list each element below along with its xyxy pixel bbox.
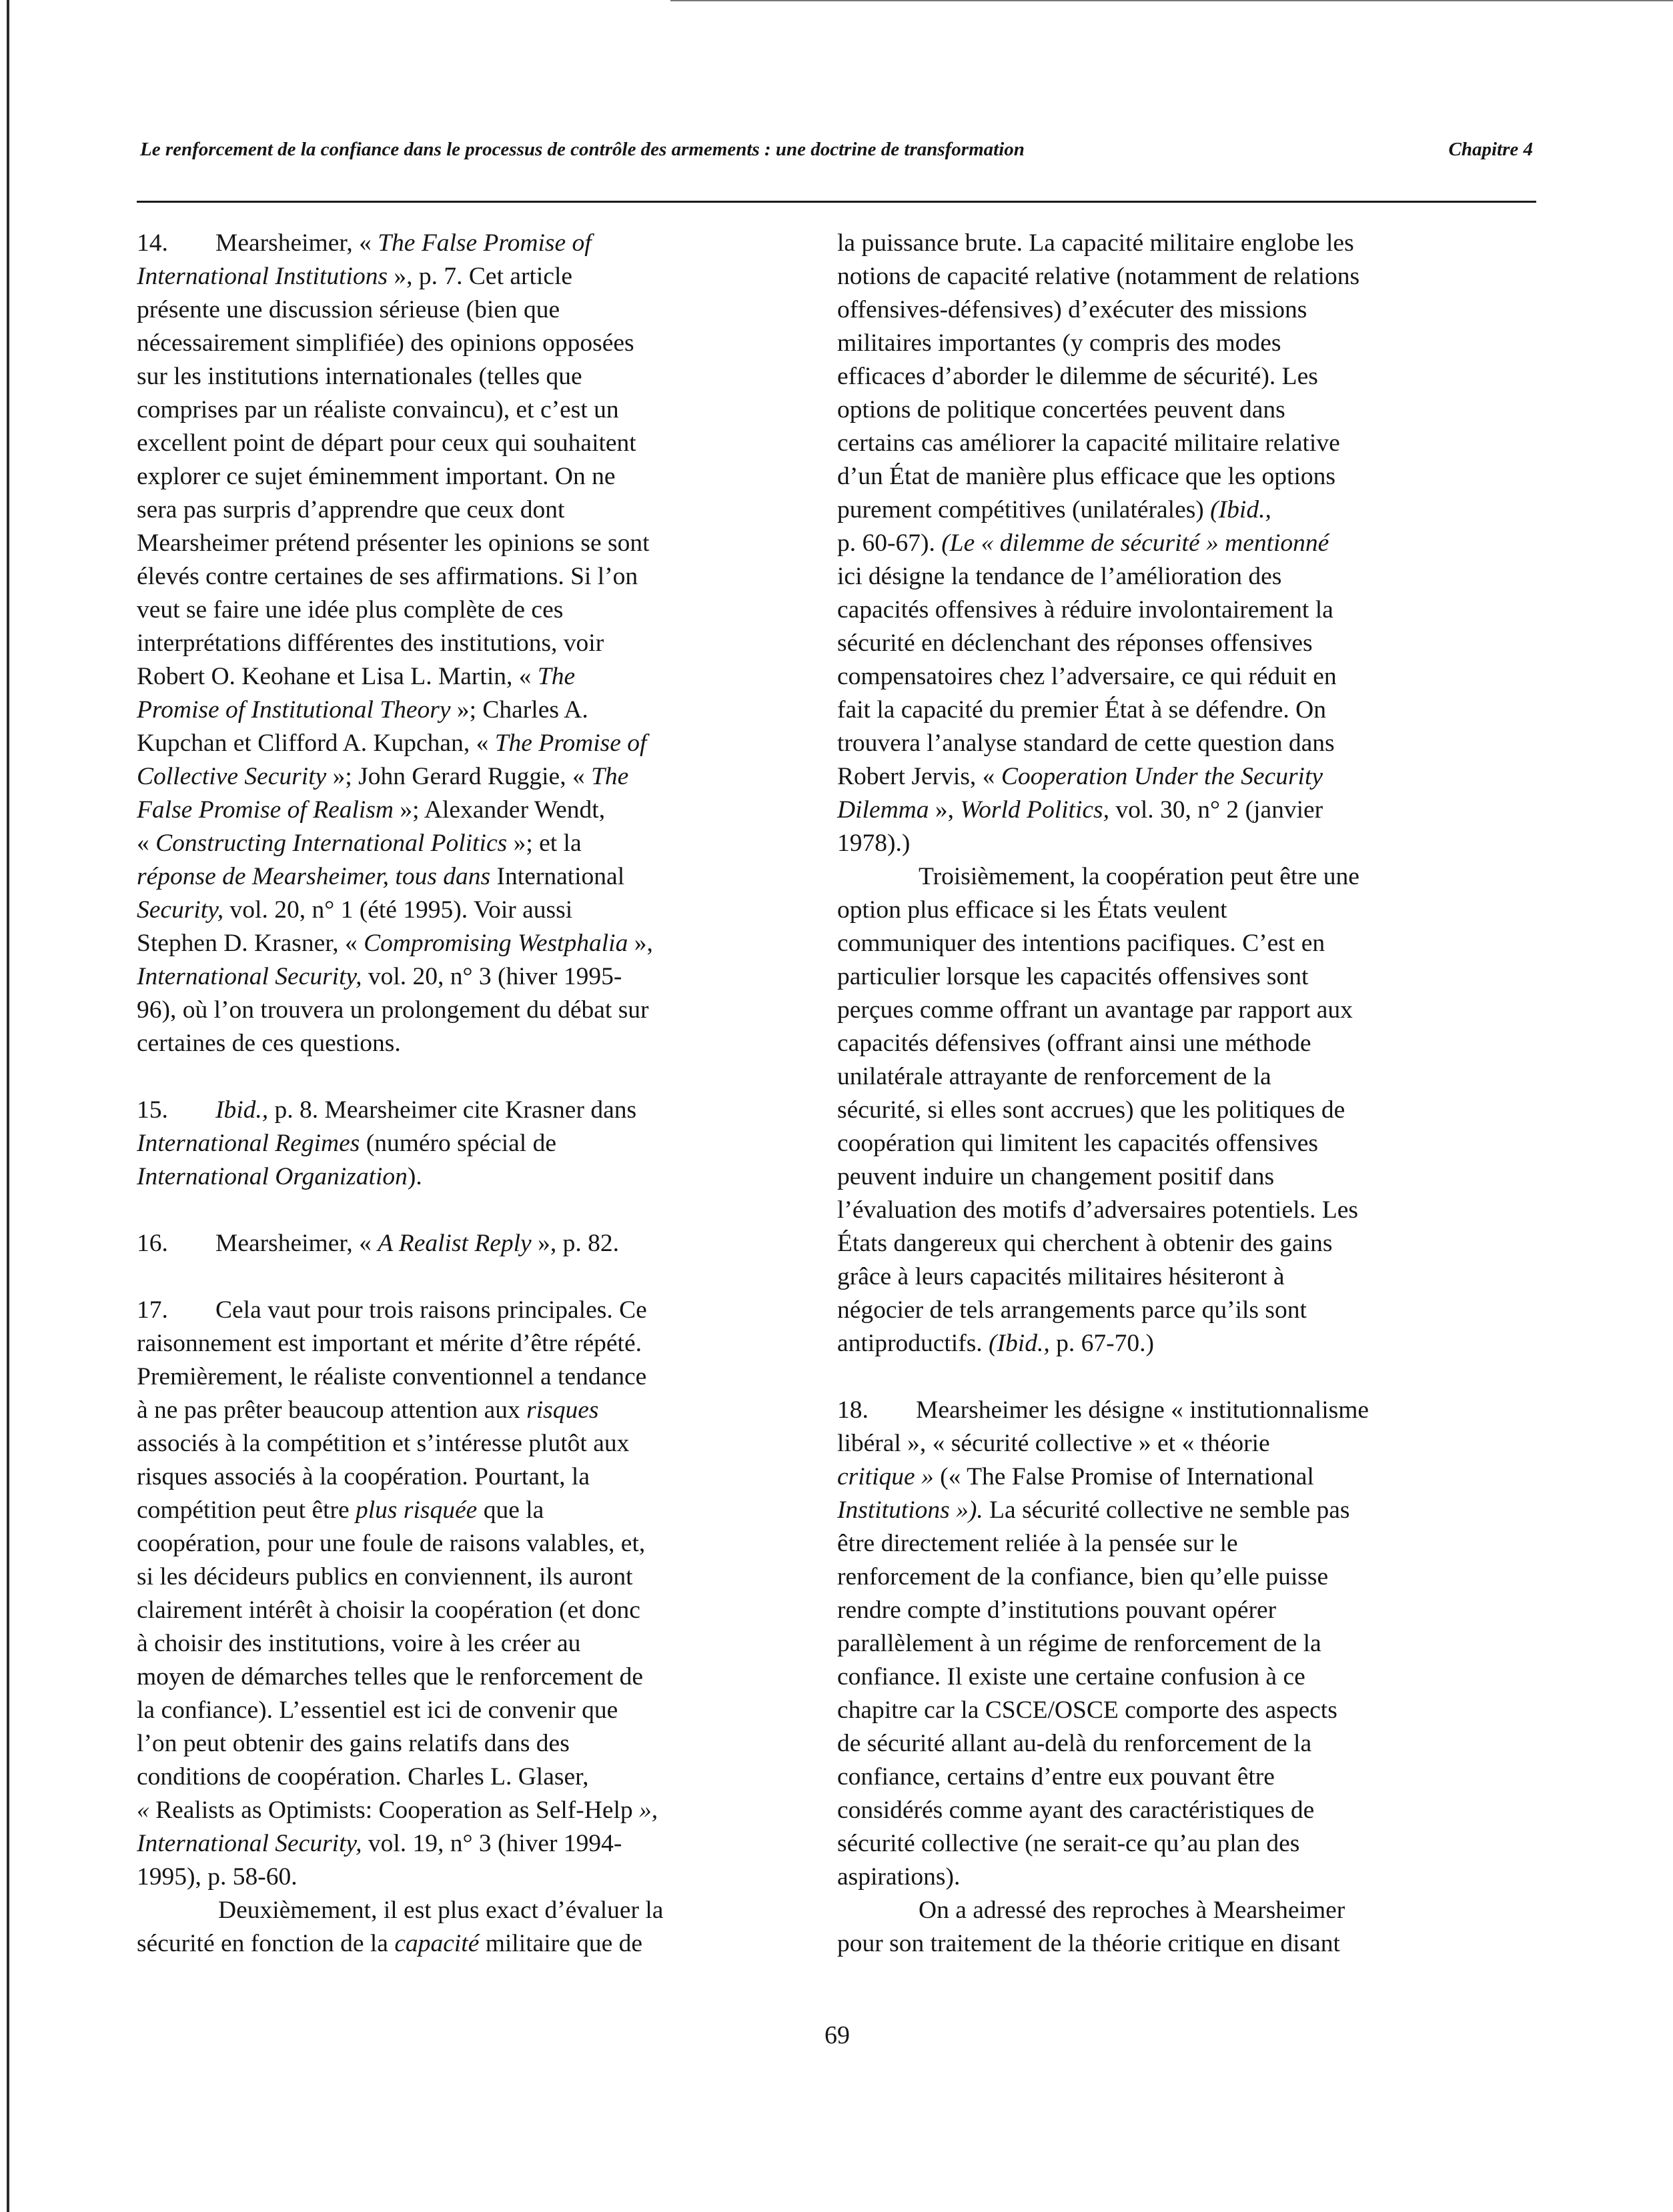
- note-number: 17.: [137, 1296, 168, 1324]
- left-line: [137, 994, 737, 1027]
- text-segment: la puissance brute. La capacité militaire englobe les: [837, 229, 1354, 257]
- scan-edge-line: [7, 0, 9, 2212]
- text-segment: fait la capacité du premier État à se défendre. On: [837, 696, 1326, 724]
- italic-text: Security,: [137, 896, 224, 924]
- left-line: [137, 360, 737, 393]
- right-line: [837, 860, 1451, 894]
- text-segment: clairement intérêt à choisir la coopération (et donc: [137, 1596, 640, 1624]
- text-segment: conditions de coopération. Charles L. Glaser,: [137, 1763, 589, 1791]
- left-column: [137, 227, 737, 1961]
- text-segment: La sécurité collective ne semble pas: [983, 1496, 1350, 1524]
- right-line: [837, 1327, 1451, 1360]
- text-segment: Cela vaut pour trois raisons principales. Ce: [215, 1296, 647, 1324]
- text-segment: notions de capacité relative (notamment de relations: [837, 263, 1360, 290]
- text-segment: trouvera l’analyse standard de cette question dans: [837, 730, 1335, 757]
- text-segment: vol. 19, n° 3 (hiver 1994-: [362, 1830, 622, 1857]
- italic-text: International Regimes: [137, 1130, 360, 1157]
- text-segment: »; et la: [507, 830, 582, 857]
- italic-text: Ibid.,: [215, 1096, 269, 1124]
- text-segment: veut se faire une idée plus complète de ces: [137, 596, 564, 624]
- text-segment: que la: [477, 1496, 544, 1524]
- right-line: [837, 1460, 1451, 1494]
- text-segment: p. 60-67).: [837, 529, 935, 557]
- note-number: 15.: [137, 1096, 168, 1124]
- right-line: [837, 994, 1451, 1027]
- text-segment: unilatérale attrayante de renforcement de la: [837, 1063, 1271, 1090]
- left-line: [137, 1427, 737, 1460]
- italic-text: Cooperation Under the Security: [1001, 763, 1323, 790]
- italic-text: Collective Security: [137, 763, 327, 790]
- text-segment: libéral », « sécurité collective » et « théorie: [837, 1430, 1270, 1457]
- left-line: [137, 1861, 737, 1894]
- right-line: [837, 1827, 1451, 1861]
- text-segment: militaire que de: [479, 1930, 643, 1957]
- text-segment: Premièrement, le réaliste conventionnel a tendance: [137, 1363, 647, 1390]
- italic-text: Promise of Institutional Theory: [137, 696, 451, 724]
- left-line: [137, 1360, 737, 1394]
- text-segment: interprétations différentes des institutions, voir: [137, 630, 604, 657]
- text-segment: », p. 82.: [531, 1230, 619, 1257]
- right-line: [837, 760, 1451, 794]
- text-segment: sécurité, si elles sont accrues) que les politiques de: [837, 1096, 1345, 1124]
- right-column: [837, 227, 1451, 1961]
- right-line: [837, 1160, 1451, 1194]
- right-line: [837, 694, 1451, 727]
- text-segment: ici désigne la tendance de l’amélioration des: [837, 563, 1282, 590]
- italic-text: »,: [632, 1797, 658, 1824]
- left-line: [137, 1094, 737, 1127]
- right-line: [837, 1427, 1451, 1460]
- right-line: [837, 827, 1451, 860]
- text-segment: p. 8. Mearsheimer cite Krasner dans: [268, 1096, 637, 1124]
- text-segment: de sécurité allant au-delà du renforcement de la: [837, 1730, 1312, 1757]
- chapter-label: Chapitre 4: [1448, 139, 1533, 160]
- left-line: [137, 560, 737, 594]
- text-segment: raisonnement est important et mérite d’être répété.: [137, 1330, 642, 1357]
- text-segment: coopération qui limitent les capacités offensives: [837, 1130, 1318, 1157]
- left-line: [137, 460, 737, 493]
- left-line: [137, 1661, 737, 1694]
- text-segment: particulier lorsque les capacités offensives sont: [837, 963, 1309, 990]
- italic-text: critique »: [837, 1463, 941, 1490]
- right-line: [837, 1260, 1451, 1294]
- left-line: [137, 1294, 737, 1327]
- scan-top-line: [670, 0, 1673, 1]
- text-segment: coopération, pour une foule de raisons valables, et,: [137, 1530, 646, 1557]
- left-line: [137, 1694, 737, 1727]
- text-segment: risques associés à la coopération. Pourtant, la: [137, 1463, 590, 1490]
- text-segment: International: [496, 863, 625, 890]
- note-number: 18.: [837, 1396, 869, 1424]
- left-line: [137, 660, 737, 694]
- left-line: [137, 1560, 737, 1594]
- text-segment: perçues comme offrant un avantage par rapport aux: [837, 996, 1353, 1024]
- text-segment: capacités défensives (offrant ainsi une méthode: [837, 1030, 1311, 1057]
- left-line: [137, 860, 737, 894]
- text-segment: «: [137, 830, 156, 857]
- italic-text: Institutions »).: [837, 1496, 983, 1524]
- right-line: [837, 1127, 1451, 1160]
- text-segment: sécurité en déclenchant des réponses offensives: [837, 630, 1313, 657]
- text-segment: à ne pas prêter beaucoup attention aux: [137, 1396, 527, 1424]
- left-line: [137, 227, 737, 260]
- right-line: [837, 1661, 1451, 1694]
- left-line: [137, 960, 737, 994]
- left-line: [137, 427, 737, 460]
- italic-text: A Realist Reply: [378, 1230, 532, 1257]
- text-segment: sur les institutions internationales (telles que: [137, 363, 582, 390]
- italic-text: World Politics,: [960, 796, 1109, 824]
- text-segment: vol. 30, n° 2 (janvier: [1109, 796, 1323, 824]
- right-line: [837, 1360, 1451, 1394]
- note-number: 16.: [137, 1230, 168, 1257]
- left-line: [137, 694, 737, 727]
- text-segment: l’évaluation des motifs d’adversaires potentiels. Les: [837, 1196, 1359, 1224]
- text-segment: confiance, certains d’entre eux pouvant être: [837, 1763, 1275, 1791]
- left-line: [137, 894, 737, 927]
- text-segment: Realists as Optimists: Cooperation as Self-Help: [155, 1797, 633, 1824]
- italic-text: (Le « dilemme de sécurité » mentionné: [935, 529, 1329, 557]
- left-line: [137, 1594, 737, 1627]
- text-segment: ).: [407, 1163, 422, 1190]
- left-line: [137, 1494, 737, 1527]
- text-segment: Mearsheimer, «: [215, 1230, 378, 1257]
- italic-text: plus risquée: [356, 1496, 478, 1524]
- right-line: [837, 1594, 1451, 1627]
- text-segment: purement compétitives (unilatérales): [837, 496, 1211, 523]
- text-segment: antiproductifs.: [837, 1330, 989, 1357]
- italic-text: capacité: [394, 1930, 480, 1957]
- right-line: [837, 927, 1451, 960]
- text-segment: »; Charles A.: [450, 696, 588, 724]
- left-line: [137, 794, 737, 827]
- text-segment: certaines de ces questions.: [137, 1030, 401, 1057]
- text-segment: peuvent induire un changement positif dans: [837, 1163, 1275, 1190]
- left-line: [137, 1394, 737, 1427]
- text-segment: à choisir des institutions, voire à les créer au: [137, 1630, 581, 1657]
- right-line: [837, 1394, 1451, 1427]
- text-segment: d’un État de manière plus efficace que les options: [837, 463, 1335, 490]
- right-line: [837, 1894, 1451, 1927]
- text-segment: comprises par un réaliste convaincu), et c’est un: [137, 396, 619, 423]
- right-line: [837, 1560, 1451, 1594]
- text-segment: offensives-défensives) d’exécuter des missions: [837, 296, 1307, 323]
- text-segment: »; John Gerard Ruggie, «: [326, 763, 592, 790]
- right-line: [837, 527, 1451, 560]
- right-line: [837, 460, 1451, 493]
- text-segment: vol. 20, n° 1 (été 1995). Voir aussi: [223, 896, 573, 924]
- text-segment: 1995), p. 58-60.: [137, 1863, 298, 1891]
- italic-text: Dilemma: [837, 796, 929, 824]
- text-segment: associés à la compétition et s’intéresse plutôt aux: [137, 1430, 630, 1457]
- left-line: [137, 1060, 737, 1094]
- italic-text: The: [591, 763, 629, 790]
- text-segment: grâce à leurs capacités militaires hésiteront à: [837, 1263, 1285, 1290]
- page-number: 69: [824, 2021, 850, 2049]
- left-line: [137, 827, 737, 860]
- italic-text: International Security,: [137, 1830, 362, 1857]
- left-line: [137, 327, 737, 360]
- text-segment: On a adressé des reproches à Mearsheimer: [919, 1897, 1345, 1924]
- right-line: [837, 1494, 1451, 1527]
- text-segment: Kupchan et Clifford A. Kupchan, «: [137, 730, 495, 757]
- note-number: 14.: [137, 229, 168, 257]
- text-segment: compétition peut être: [137, 1496, 356, 1524]
- text-segment: vol. 20, n° 3 (hiver 1995-: [362, 963, 622, 990]
- right-line: [837, 493, 1451, 527]
- text-segment: Robert Jervis, «: [837, 763, 1001, 790]
- text-segment: si les décideurs publics en conviennent, ils auront: [137, 1563, 633, 1590]
- text-segment: États dangereux qui cherchent à obtenir des gains: [837, 1230, 1333, 1257]
- text-segment: Mearsheimer les désigne « institutionnalisme: [916, 1396, 1369, 1424]
- text-segment: (numéro spécial de: [360, 1130, 556, 1157]
- left-line: [137, 1627, 737, 1661]
- right-line: [837, 727, 1451, 760]
- left-line: [137, 1927, 737, 1961]
- right-line: [837, 1194, 1451, 1227]
- text-segment: 1978).): [837, 830, 911, 857]
- left-line: [137, 260, 737, 293]
- running-header: [140, 139, 1533, 168]
- left-line: [137, 1527, 737, 1560]
- text-segment: pour son traitement de la théorie critique en disant: [837, 1930, 1340, 1957]
- text-segment: élevés contre certaines de ses affirmations. Si l’on: [137, 563, 638, 590]
- right-line: [837, 1627, 1451, 1661]
- left-line: [137, 393, 737, 427]
- right-line: [837, 1794, 1451, 1827]
- header-rule: [137, 201, 1536, 203]
- text-segment: confiance. Il existe une certaine confusion à ce: [837, 1663, 1305, 1691]
- left-line: [137, 760, 737, 794]
- text-segment: 96), où l’on trouvera un prolongement du débat sur: [137, 996, 649, 1024]
- left-line: [137, 1327, 737, 1360]
- right-line: [837, 1227, 1451, 1260]
- left-line: [137, 1727, 737, 1761]
- left-line: [137, 493, 737, 527]
- italic-text: The: [537, 663, 576, 690]
- text-segment: Mearsheimer prétend présenter les opinions se sont: [137, 529, 650, 557]
- text-segment: aspirations).: [837, 1863, 961, 1891]
- right-line: [837, 393, 1451, 427]
- text-segment: p. 67-70.): [1049, 1330, 1154, 1357]
- text-segment: considérés comme ayant des caractéristiques de: [837, 1797, 1315, 1824]
- text-segment: »,: [628, 930, 653, 957]
- text-segment: (« The False Promise of International: [940, 1463, 1314, 1490]
- text-segment: l’on peut obtenir des gains relatifs dans des: [137, 1730, 570, 1757]
- right-line: [837, 560, 1451, 594]
- right-line: [837, 660, 1451, 694]
- left-line: [137, 927, 737, 960]
- left-line: [137, 1127, 737, 1160]
- right-line: [837, 1094, 1451, 1127]
- text-segment: moyen de démarches telles que le renforcement de: [137, 1663, 644, 1691]
- text-segment: excellent point de départ pour ceux qui souhaitent: [137, 429, 636, 457]
- right-line: [837, 794, 1451, 827]
- italic-text: International Organization: [137, 1163, 408, 1190]
- italic-text: réponse de Mearsheimer, tous dans: [137, 863, 497, 890]
- text-segment: présente une discussion sérieuse (bien que: [137, 296, 560, 323]
- text-segment: », p. 7. Cet article: [388, 263, 573, 290]
- right-line: [837, 1060, 1451, 1094]
- text-segment: »,: [929, 796, 961, 824]
- right-line: [837, 260, 1451, 293]
- text-segment: renforcement de la confiance, bien qu’elle puisse: [837, 1563, 1329, 1590]
- text-segment: options de politique concertées peuvent dans: [837, 396, 1285, 423]
- left-line: [137, 1460, 737, 1494]
- italic-text: (Ibid.,: [1210, 496, 1271, 523]
- right-line: [837, 1727, 1451, 1761]
- text-segment: Deuxièmement, il est plus exact d’évaluer la: [218, 1897, 664, 1924]
- text-segment: être directement reliée à la pensée sur le: [837, 1530, 1238, 1557]
- text-segment: nécessairement simplifiée) des opinions opposées: [137, 329, 634, 357]
- italic-text: The False Promise of: [378, 229, 592, 257]
- left-line: [137, 627, 737, 660]
- text-segment: Mearsheimer, «: [215, 229, 378, 257]
- right-line: [837, 360, 1451, 393]
- left-line: [137, 727, 737, 760]
- right-line: [837, 1694, 1451, 1727]
- text-segment: parallèlement à un régime de renforcement de la: [837, 1630, 1321, 1657]
- text-segment: Troisièmement, la coopération peut être une: [919, 863, 1359, 890]
- right-line: [837, 1861, 1451, 1894]
- text-segment: militaires importantes (y compris des modes: [837, 329, 1281, 357]
- left-line: [137, 1160, 737, 1194]
- left-line: [137, 1260, 737, 1294]
- left-line: [137, 1794, 737, 1827]
- text-segment: compensatoires chez l’adversaire, ce qui réduit en: [837, 663, 1337, 690]
- italic-text: The Promise of: [494, 730, 647, 757]
- italic-text: False Promise of Realism: [137, 796, 394, 824]
- left-line: [137, 1761, 737, 1794]
- right-line: [837, 427, 1451, 460]
- right-line: [837, 293, 1451, 327]
- text-segment: option plus efficace si les États veulent: [837, 896, 1227, 924]
- italic-text: risques: [526, 1396, 599, 1424]
- left-line: [137, 527, 737, 560]
- text-segment: »; Alexander Wendt,: [394, 796, 606, 824]
- text-segment: capacités offensives à réduire involontairement la: [837, 596, 1333, 624]
- text-segment: certains cas améliorer la capacité militaire relative: [837, 429, 1340, 457]
- text-segment: négocier de tels arrangements parce qu’ils sont: [837, 1296, 1307, 1324]
- right-line: [837, 1294, 1451, 1327]
- right-line: [837, 894, 1451, 927]
- italic-text: «: [137, 1797, 156, 1824]
- right-line: [837, 594, 1451, 627]
- italic-text: International Security,: [137, 963, 362, 990]
- right-line: [837, 627, 1451, 660]
- right-line: [837, 1527, 1451, 1560]
- right-line: [837, 1927, 1451, 1961]
- text-segment: sécurité en fonction de la: [137, 1930, 395, 1957]
- text-segment: efficaces d’aborder le dilemme de sécurité). Les: [837, 363, 1318, 390]
- left-line: [137, 1027, 737, 1060]
- text-segment: sécurité collective (ne serait-ce qu’au plan des: [837, 1830, 1300, 1857]
- italic-text: Compromising Westphalia: [364, 930, 628, 957]
- italic-text: (Ibid.,: [989, 1330, 1050, 1357]
- right-line: [837, 227, 1451, 260]
- right-line: [837, 1761, 1451, 1794]
- text-segment: explorer ce sujet éminemment important. On ne: [137, 463, 616, 490]
- right-line: [837, 327, 1451, 360]
- italic-text: Constructing International Politics: [155, 830, 508, 857]
- text-segment: communiquer des intentions pacifiques. C’est en: [837, 930, 1325, 957]
- running-title: Le renforcement de la confiance dans le processus de contrôle des armements : une doctrine de transformation: [140, 139, 1025, 160]
- left-line: [137, 1894, 737, 1927]
- left-line: [137, 293, 737, 327]
- text-segment: la confiance). L’essentiel est ici de convenir que: [137, 1697, 618, 1724]
- text-segment: Stephen D. Krasner, «: [137, 930, 364, 957]
- left-line: [137, 1194, 737, 1227]
- text-segment: sera pas surpris d’apprendre que ceux dont: [137, 496, 565, 523]
- right-line: [837, 1027, 1451, 1060]
- text-segment: chapitre car la CSCE/OSCE comporte des aspects: [837, 1697, 1337, 1724]
- left-line: [137, 1827, 737, 1861]
- text-segment: Robert O. Keohane et Lisa L. Martin, «: [137, 663, 538, 690]
- italic-text: International Institutions: [137, 263, 388, 290]
- left-line: [137, 1227, 737, 1260]
- right-line: [837, 960, 1451, 994]
- left-line: [137, 594, 737, 627]
- text-segment: rendre compte d’institutions pouvant opérer: [837, 1596, 1277, 1624]
